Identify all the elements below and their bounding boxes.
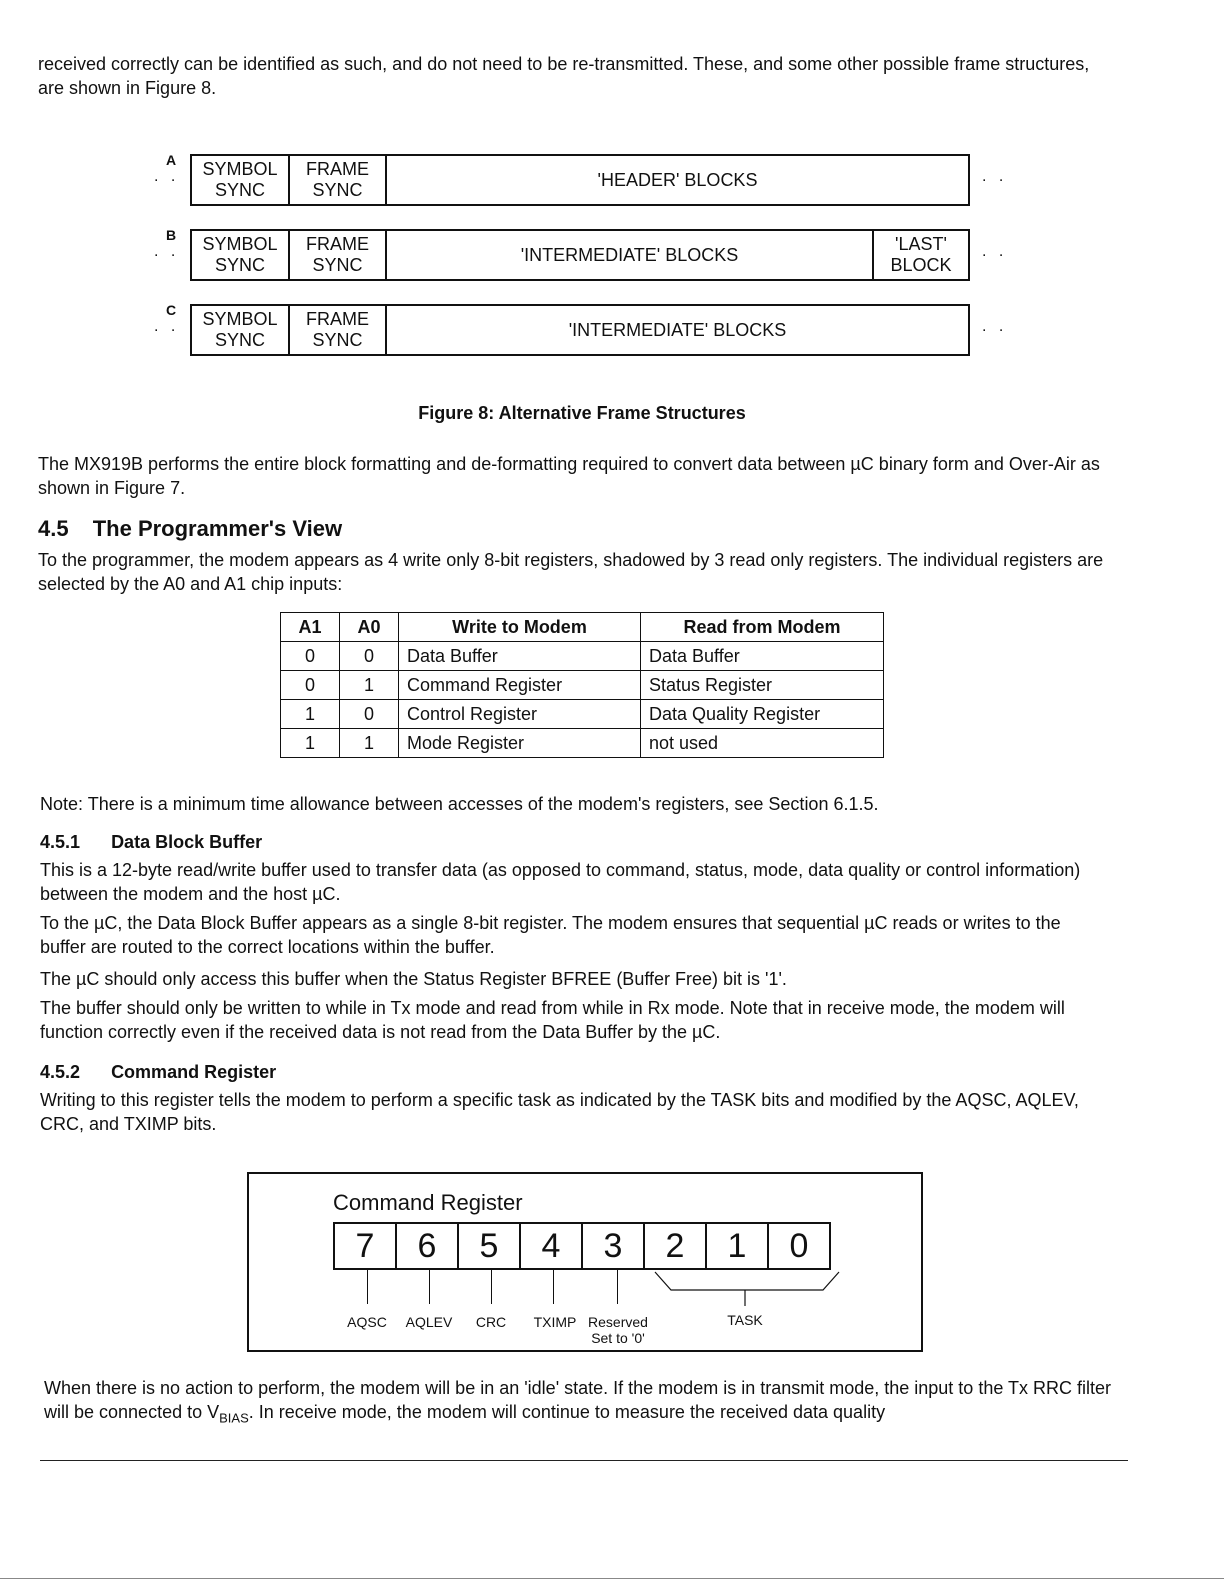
a0-cell: 1	[340, 729, 399, 758]
column-header: A1	[281, 613, 340, 642]
section-title: Data Block Buffer	[111, 832, 263, 852]
a0-cell: 0	[340, 700, 399, 729]
mx919b-paragraph: The MX919B performs the entire block formatting and de-formatting required to convert data between µC binary form and Over-Air as shown in Figure 7.	[38, 454, 1100, 498]
table-header-row	[281, 613, 884, 642]
table-row	[281, 642, 884, 671]
figure-8-caption: Figure 8: Alternative Frame Structures	[418, 403, 746, 423]
continuation-dots-right: . .	[982, 318, 1008, 335]
continuation-dots-left: . .	[154, 168, 180, 185]
aqlev-label: AQLEV	[405, 1314, 453, 1330]
write-cell: Data Buffer	[399, 642, 641, 671]
bit-cell: 1	[707, 1224, 769, 1268]
frame-box	[190, 304, 970, 356]
section-4-5-1-heading	[40, 832, 262, 853]
frame-letter: B	[166, 227, 177, 243]
section-number: 4.5.1	[40, 832, 81, 852]
frame-letter: A	[166, 152, 177, 168]
blocks-cell: 'INTERMEDIATE' BLOCKS	[568, 319, 787, 340]
a0-cell: 0	[340, 642, 399, 671]
column-header: A0	[340, 613, 399, 642]
buffer-paragraph-1: This is a 12-byte read/write buffer used to transfer data (as opposed to command, status, mode, data quality or control information) between the modem and the host µC.	[40, 860, 1081, 904]
bit-cell: 6	[397, 1224, 459, 1268]
table-row	[281, 729, 884, 758]
frame-row-a	[150, 154, 1030, 210]
section-number: 4.5	[38, 516, 69, 541]
buffer-paragraph-2: To the µC, the Data Block Buffer appears as a single 8-bit register. The modem ensures that sequential µC reads or writes to the buffer are routed to the correct locations within the buffer.	[40, 913, 1061, 957]
section-title: The Programmer's View	[92, 516, 343, 541]
final-paragraph	[44, 1376, 1124, 1431]
frame-sync-cell: FRAME SYNC	[290, 306, 387, 354]
column-header: Read from Modem	[641, 613, 884, 642]
buffer-paragraph-3: The µC should only access this buffer when the Status Register BFREE (Buffer Free) bit is '1'.	[40, 969, 787, 989]
blocks-cell: 'HEADER' BLOCKS	[597, 169, 758, 190]
aqsc-label: AQSC	[347, 1314, 387, 1330]
section-title: Command Register	[111, 1062, 277, 1082]
footer-rule	[40, 1460, 1128, 1461]
bit-cell: 2	[645, 1224, 707, 1268]
write-cell: Control Register	[399, 700, 641, 729]
bottom-edge-rule	[0, 1578, 1224, 1579]
section-4-5-heading	[38, 516, 342, 542]
write-cell: Mode Register	[399, 729, 641, 758]
a1-cell: 0	[281, 642, 340, 671]
write-cell: Command Register	[399, 671, 641, 700]
continuation-dots-right: . .	[982, 168, 1008, 185]
note-paragraph: Note: There is a minimum time allowance between accesses of the modem's registers, see Section 6.1.5.	[40, 794, 879, 814]
bit-cell: 3	[583, 1224, 645, 1268]
section-number: 4.5.2	[40, 1062, 81, 1082]
frame-sync-cell: FRAME SYNC	[290, 156, 387, 204]
a1-cell: 1	[281, 729, 340, 758]
a1-cell: 0	[281, 671, 340, 700]
task-label: TASK	[727, 1312, 763, 1328]
vbias-subscript: BIAS	[219, 1410, 249, 1426]
read-cell: Data Buffer	[641, 642, 884, 671]
tximp-label: TXIMP	[533, 1314, 577, 1330]
bracket-line	[655, 1272, 839, 1290]
final-paragraph-part1: When there is no action to perform, the modem will be in an 'idle' state. If the modem is in transmit mode, the input to the Tx RRC filter will be connected to V	[44, 1378, 1112, 1422]
a0-cell: 1	[340, 671, 399, 700]
task-bracket	[649, 1270, 849, 1310]
reserved-label	[583, 1314, 653, 1346]
column-header: Write to Modem	[399, 613, 641, 642]
frame-row-b	[150, 229, 1030, 285]
continuation-dots-right: . .	[982, 243, 1008, 260]
table-row	[281, 671, 884, 700]
last-block-cell: 'LAST' BLOCK	[872, 231, 968, 279]
read-cell: Data Quality Register	[641, 700, 884, 729]
connector-line	[429, 1270, 430, 1304]
read-cell: not used	[641, 729, 884, 758]
connector-line	[553, 1270, 554, 1304]
connector-line	[617, 1270, 618, 1304]
blocks-cell: 'INTERMEDIATE' BLOCKS	[520, 244, 739, 265]
command-register-figure	[247, 1172, 923, 1352]
bit-cell: 7	[335, 1224, 397, 1268]
section-4-5-2-heading	[40, 1062, 276, 1083]
continuation-dots-left: . .	[154, 318, 180, 335]
frame-row-c	[150, 304, 1030, 360]
buffer-paragraph-4: The buffer should only be written to while in Tx mode and read from while in Rx mode. Note that in receive mode, the modem will function correctly even if the received data is not read from the Data Buffer by the µC.	[40, 998, 1065, 1042]
frame-sync-cell: FRAME SYNC	[290, 231, 387, 279]
intro-paragraph: received correctly can be identified as such, and do not need to be re-transmitted. These, and some other possible frame structures, are shown in Figure 8.	[38, 54, 1090, 98]
reserved-text: Reserved	[588, 1314, 648, 1330]
bit-cell: 0	[789, 1226, 809, 1265]
frame-box	[190, 154, 970, 206]
bit-cell: 5	[459, 1224, 521, 1268]
command-register-title: Command Register	[333, 1190, 523, 1215]
connector-line	[491, 1270, 492, 1304]
continuation-dots-left: . .	[154, 243, 180, 260]
command-register-paragraph: Writing to this register tells the modem to perform a specific task as indicated by the TASK bits and modified by the AQSC, AQLEV, CRC, and TXIMP bits.	[40, 1090, 1079, 1134]
final-paragraph-part2: . In receive mode, the modem will continue to measure the received data quality	[248, 1402, 886, 1422]
symbol-sync-cell: SYMBOL SYNC	[192, 231, 290, 279]
reserved-subtext: Set to '0'	[591, 1330, 645, 1346]
symbol-sync-cell: SYMBOL SYNC	[192, 306, 290, 354]
frame-letter: C	[166, 302, 177, 318]
a1-cell: 1	[281, 700, 340, 729]
bit-cell: 4	[521, 1224, 583, 1268]
section-4-5-body: To the programmer, the modem appears as 4 write only 8-bit registers, shadowed by 3 read only registers. The individual registers are selected by the A0 and A1 chip inputs:	[38, 550, 1104, 594]
read-cell: Status Register	[641, 671, 884, 700]
symbol-sync-cell: SYMBOL SYNC	[192, 156, 290, 204]
connector-line	[367, 1270, 368, 1304]
bit-row	[333, 1222, 831, 1270]
register-table	[280, 612, 884, 758]
table-row	[281, 700, 884, 729]
crc-label: CRC	[475, 1314, 507, 1330]
frame-box	[190, 229, 970, 281]
